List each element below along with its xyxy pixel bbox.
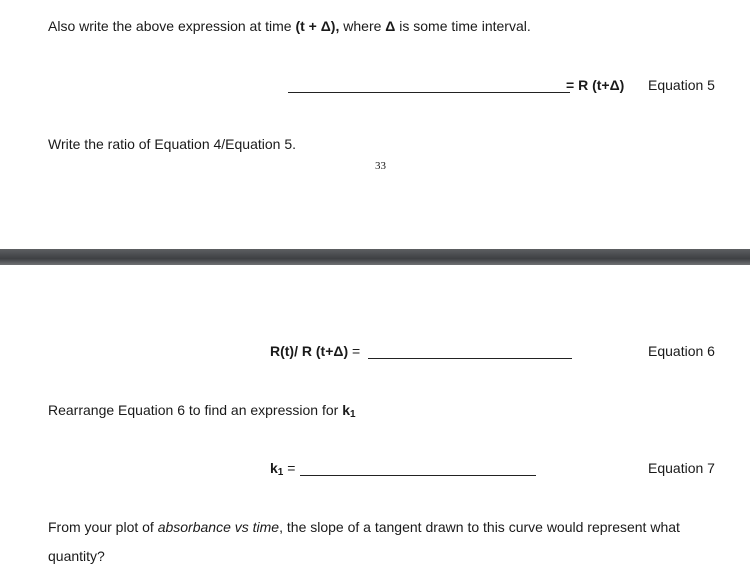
eq7-k-subscript: 1 bbox=[277, 467, 284, 478]
instruction-delta: Δ bbox=[385, 18, 396, 34]
eq7-k: k bbox=[270, 460, 278, 476]
question-prefix: From your plot of bbox=[48, 519, 158, 535]
eq5-answer-blank[interactable] bbox=[288, 92, 570, 93]
rearrange-prefix: Rearrange Equation 6 to find an expression for bbox=[48, 402, 343, 418]
slope-question-line2: quantity? bbox=[48, 548, 105, 564]
eq7-answer-blank[interactable] bbox=[300, 475, 536, 476]
eq7-label: Equation 7 bbox=[648, 460, 715, 476]
rearrange-k: k bbox=[342, 402, 350, 418]
instruction-time-interval bbox=[48, 18, 531, 34]
eq6-equals: = bbox=[348, 343, 361, 359]
rearrange-instruction bbox=[48, 402, 356, 420]
eq7-lhs-group bbox=[270, 460, 295, 478]
question-mid: , the slope of a tangent drawn to this curve would represent what bbox=[279, 519, 680, 535]
rearrange-k-subscript: 1 bbox=[349, 409, 356, 420]
question-italic: absorbance vs time bbox=[157, 519, 280, 535]
eq7-equals: = bbox=[283, 460, 296, 476]
ratio-instruction: Write the ratio of Equation 4/Equation 5. bbox=[48, 136, 297, 152]
instruction-suffix: is some time interval. bbox=[395, 18, 531, 34]
eq6-label: Equation 6 bbox=[648, 343, 715, 359]
instruction-prefix: Also write the above expression at time bbox=[48, 18, 296, 34]
eq5-label: Equation 5 bbox=[648, 77, 715, 93]
eq5-rhs: = R (t+Δ) bbox=[566, 77, 625, 93]
instruction-bold: (t + Δ), bbox=[295, 18, 340, 34]
page-number: 33 bbox=[375, 160, 386, 172]
eq6-lhs: R(t)/ R (t+Δ) bbox=[270, 343, 349, 359]
eq6-lhs-group bbox=[270, 343, 360, 359]
page-break-separator bbox=[0, 249, 750, 265]
eq6-answer-blank[interactable] bbox=[368, 358, 572, 359]
instruction-mid: where bbox=[339, 18, 386, 34]
slope-question bbox=[48, 519, 680, 535]
